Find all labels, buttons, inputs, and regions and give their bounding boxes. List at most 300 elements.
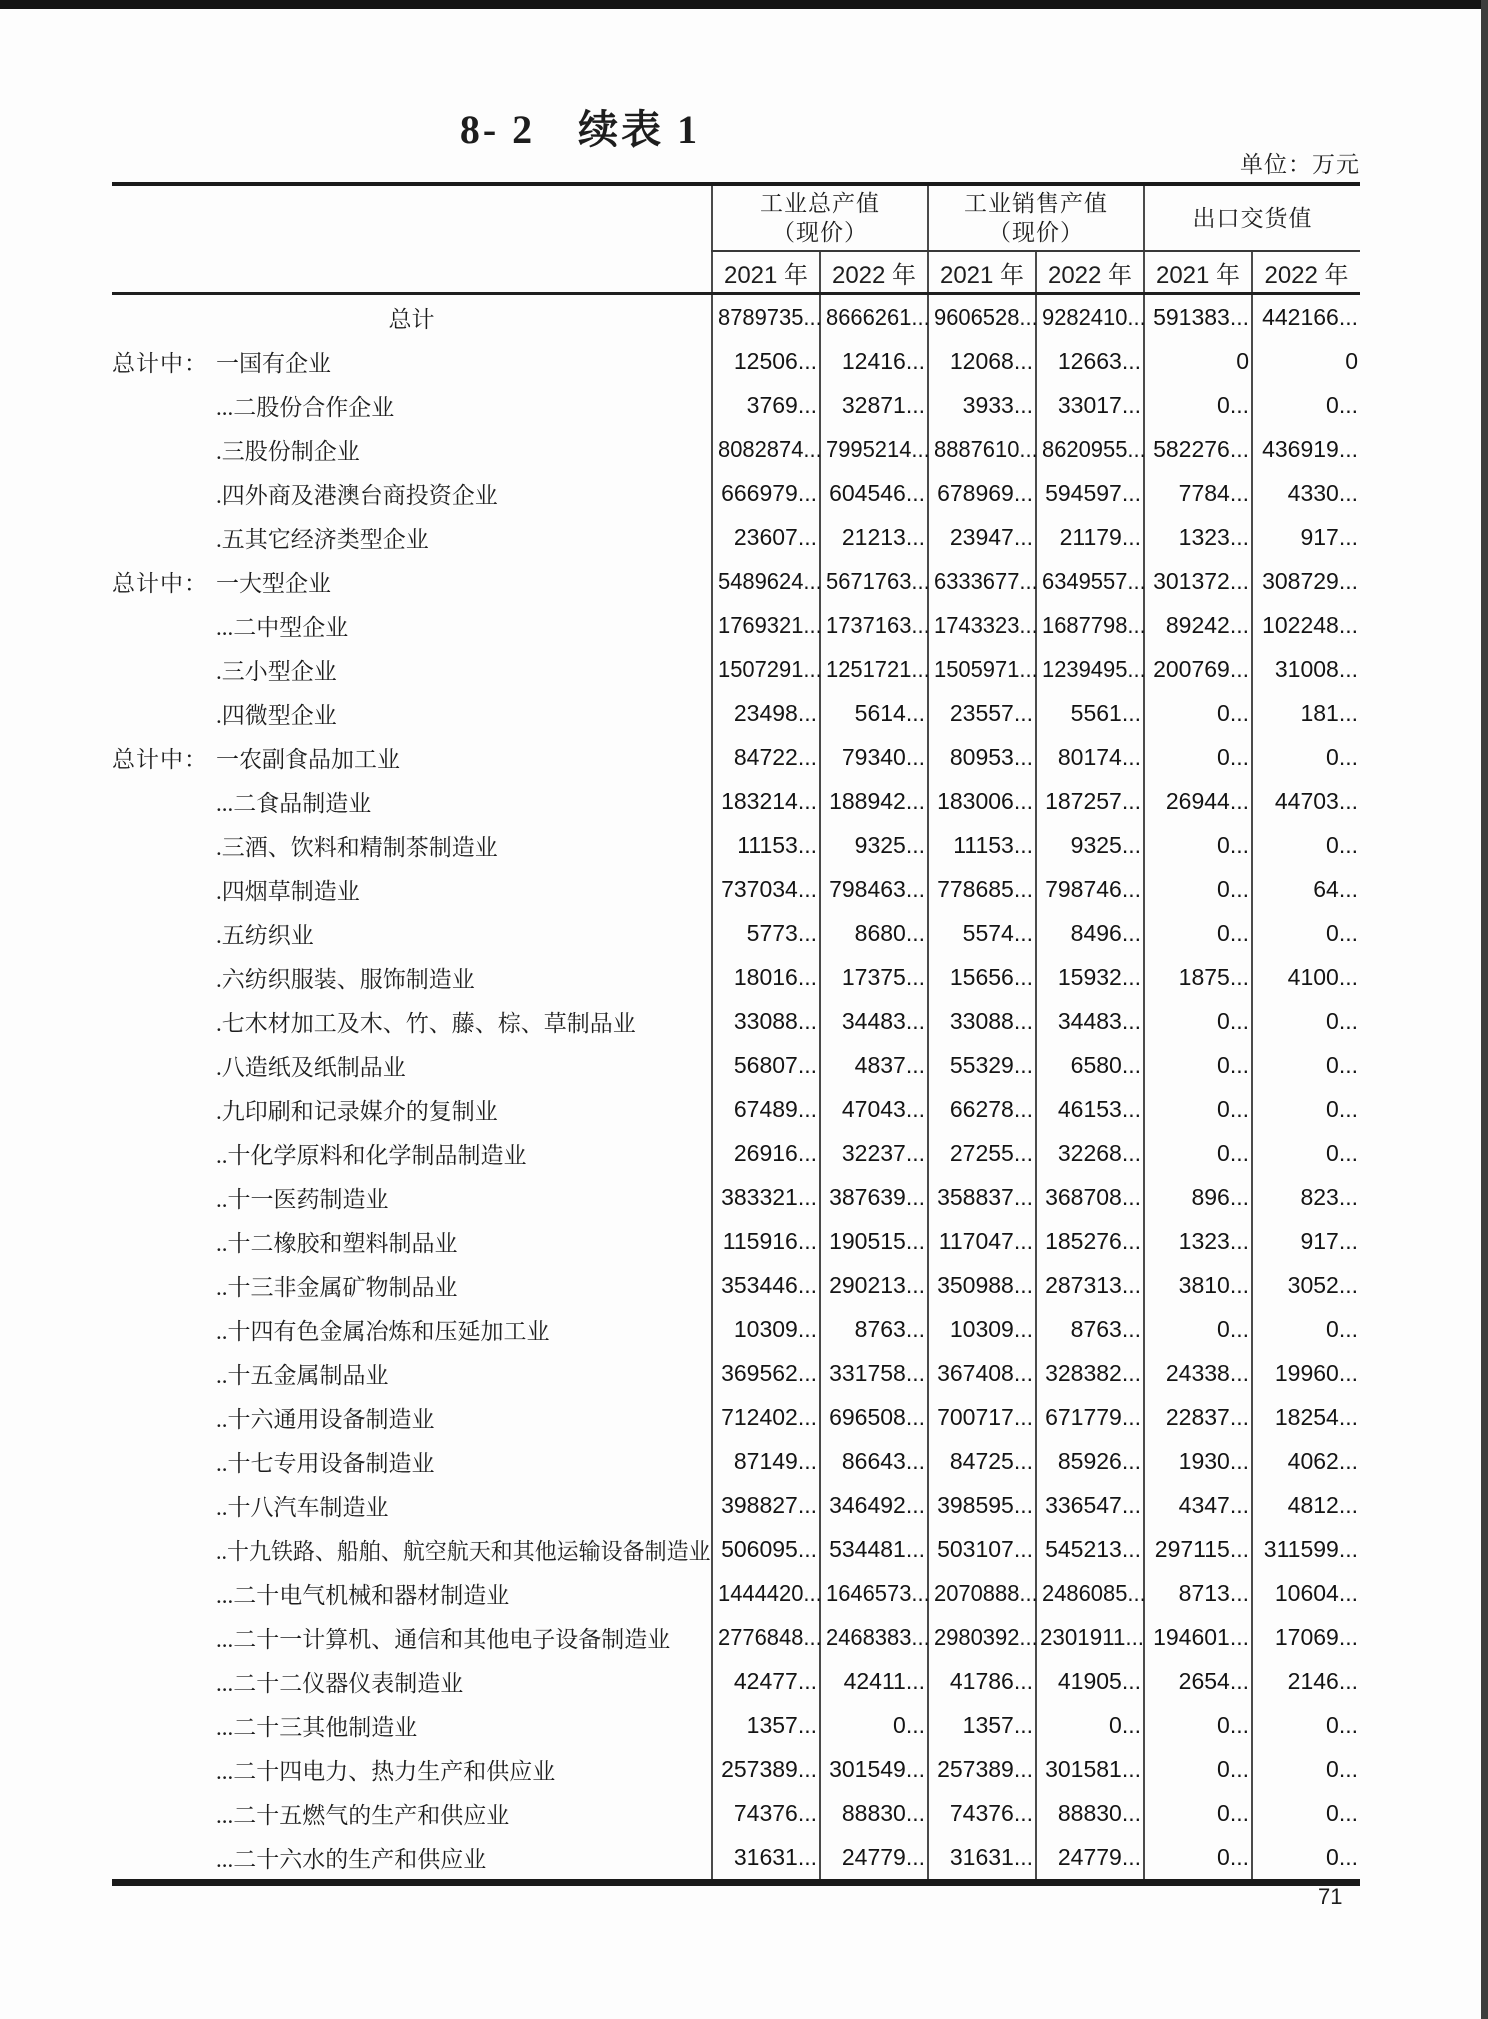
cell-value: 2486085... bbox=[1041, 1579, 1146, 1606]
cell-value: 15932... bbox=[1057, 963, 1141, 990]
cell-value: 1444420... bbox=[717, 1579, 822, 1606]
row-label-cell bbox=[112, 1395, 712, 1439]
row-label: ..十八汽车制造业 bbox=[216, 1494, 389, 1520]
cell-value: 5773... bbox=[746, 919, 817, 946]
value-cell bbox=[928, 691, 1036, 735]
cell-value: 8082874... bbox=[717, 435, 822, 462]
row-label-cell bbox=[112, 1659, 712, 1703]
cell-value: 21213... bbox=[841, 523, 925, 550]
value-cell bbox=[928, 427, 1036, 471]
value-cell bbox=[1036, 823, 1144, 867]
cell-value: 2301911... bbox=[1040, 1623, 1145, 1650]
value-cell bbox=[712, 1483, 820, 1527]
row-label: ...二中型企业 bbox=[216, 614, 349, 640]
cell-value: 353446... bbox=[721, 1271, 817, 1298]
value-cell bbox=[1144, 1087, 1252, 1131]
cell-value: 9606528... bbox=[933, 303, 1038, 330]
cell-value: 44703... bbox=[1274, 787, 1358, 814]
value-cell bbox=[820, 1615, 928, 1659]
cell-value: 0... bbox=[1326, 1051, 1358, 1078]
row-label-cell bbox=[112, 1747, 712, 1791]
value-cell bbox=[1036, 1747, 1144, 1791]
value-cell bbox=[928, 735, 1036, 779]
cell-value: 23557... bbox=[949, 699, 1033, 726]
value-cell bbox=[712, 911, 820, 955]
cell-value: 0... bbox=[1217, 1051, 1249, 1078]
value-cell bbox=[820, 1527, 928, 1571]
cell-value: 350988... bbox=[937, 1271, 1033, 1298]
table-row bbox=[112, 471, 1360, 515]
cell-value: 0... bbox=[1326, 743, 1358, 770]
value-cell bbox=[1252, 647, 1360, 691]
value-cell bbox=[1252, 339, 1360, 383]
cell-value: 301372... bbox=[1153, 567, 1249, 594]
table-row bbox=[112, 999, 1360, 1043]
table-row bbox=[112, 1131, 1360, 1175]
cell-value: 358837... bbox=[937, 1183, 1033, 1210]
group-label: 工业销售产值 bbox=[964, 191, 1108, 216]
value-cell bbox=[1144, 339, 1252, 383]
value-cell bbox=[820, 911, 928, 955]
value-cell bbox=[928, 867, 1036, 911]
value-cell bbox=[820, 999, 928, 1043]
value-cell bbox=[928, 339, 1036, 383]
cell-value: 8763... bbox=[854, 1315, 925, 1342]
cell-value: 367408... bbox=[937, 1359, 1033, 1386]
value-cell bbox=[712, 1175, 820, 1219]
value-cell bbox=[1144, 1439, 1252, 1483]
value-cell bbox=[1036, 999, 1144, 1043]
row-label-cell bbox=[112, 471, 712, 515]
value-cell bbox=[712, 955, 820, 999]
value-cell bbox=[1144, 867, 1252, 911]
cell-value: 23498... bbox=[733, 699, 817, 726]
table-row bbox=[112, 1703, 1360, 1747]
value-cell bbox=[1144, 1351, 1252, 1395]
value-cell bbox=[1144, 1395, 1252, 1439]
value-cell bbox=[1144, 647, 1252, 691]
value-cell bbox=[712, 1659, 820, 1703]
value-cell bbox=[928, 1835, 1036, 1883]
cell-value: 331758... bbox=[829, 1359, 925, 1386]
value-cell bbox=[1144, 1175, 1252, 1219]
value-cell bbox=[1036, 1351, 1144, 1395]
year-header: 2021 年 bbox=[928, 251, 1036, 294]
table-header bbox=[112, 184, 1360, 294]
cell-value: 64... bbox=[1313, 875, 1358, 902]
value-cell bbox=[1036, 1527, 1144, 1571]
table-row bbox=[112, 1263, 1360, 1307]
cell-value: 42477... bbox=[733, 1667, 817, 1694]
value-cell bbox=[1036, 559, 1144, 603]
value-cell bbox=[1252, 1219, 1360, 1263]
table-row bbox=[112, 1351, 1360, 1395]
value-cell bbox=[1252, 427, 1360, 471]
cell-value: 21179... bbox=[1059, 523, 1141, 550]
cell-value: 8789735... bbox=[717, 303, 822, 330]
value-cell bbox=[1036, 1087, 1144, 1131]
value-cell bbox=[712, 1307, 820, 1351]
row-label: .六纺织服装、服饰制造业 bbox=[216, 966, 475, 992]
row-label: 一大型企业 bbox=[216, 570, 331, 596]
cell-value: 8666261... bbox=[825, 303, 930, 330]
value-cell bbox=[928, 1659, 1036, 1703]
cell-value: 3052... bbox=[1287, 1271, 1358, 1298]
cell-value: 2468383... bbox=[825, 1623, 930, 1650]
cell-value: 0... bbox=[1217, 1315, 1249, 1342]
value-cell bbox=[1144, 427, 1252, 471]
cell-value: 194601... bbox=[1153, 1623, 1249, 1650]
value-cell bbox=[712, 1131, 820, 1175]
value-cell bbox=[1036, 1659, 1144, 1703]
cell-value: 0... bbox=[1326, 1139, 1358, 1166]
value-cell bbox=[1036, 647, 1144, 691]
value-cell bbox=[928, 1043, 1036, 1087]
cell-value: 257389... bbox=[721, 1755, 817, 1782]
value-cell bbox=[1252, 1571, 1360, 1615]
value-cell bbox=[1144, 1131, 1252, 1175]
value-cell bbox=[1036, 471, 1144, 515]
cell-value: 1737163... bbox=[825, 611, 930, 638]
value-cell bbox=[1036, 1571, 1144, 1615]
value-cell bbox=[928, 1219, 1036, 1263]
cell-value: 10309... bbox=[949, 1315, 1033, 1342]
value-cell bbox=[712, 647, 820, 691]
cell-value: 0... bbox=[1326, 1007, 1358, 1034]
cell-value: 22837... bbox=[1165, 1403, 1249, 1430]
value-cell bbox=[820, 823, 928, 867]
cell-value: 80953... bbox=[949, 743, 1033, 770]
cell-value: 34483... bbox=[1057, 1007, 1141, 1034]
cell-value: 503107... bbox=[937, 1535, 1033, 1562]
value-cell bbox=[928, 1395, 1036, 1439]
row-label: ...二十三其他制造业 bbox=[216, 1714, 418, 1740]
value-cell bbox=[1036, 1219, 1144, 1263]
value-cell bbox=[928, 911, 1036, 955]
value-cell bbox=[1036, 1263, 1144, 1307]
value-cell bbox=[1036, 1395, 1144, 1439]
cell-value: 823... bbox=[1300, 1183, 1358, 1210]
value-cell bbox=[712, 427, 820, 471]
cell-value: 700717... bbox=[937, 1403, 1033, 1430]
row-label-cell bbox=[112, 1043, 712, 1087]
row-label: ..十五金属制品业 bbox=[216, 1362, 389, 1388]
cell-value: 185276... bbox=[1045, 1227, 1141, 1254]
cell-value: 0... bbox=[1217, 699, 1249, 726]
cell-value: 671779... bbox=[1045, 1403, 1141, 1430]
cell-value: 2776848... bbox=[717, 1623, 822, 1650]
value-cell bbox=[1036, 1043, 1144, 1087]
cell-value: 15656... bbox=[949, 963, 1033, 990]
unit-label: 单位：万元 bbox=[1240, 152, 1360, 177]
table-row bbox=[112, 1175, 1360, 1219]
cell-value: 582276... bbox=[1153, 435, 1249, 462]
cell-value: 7995214... bbox=[825, 435, 930, 462]
cell-value: 398827... bbox=[721, 1491, 817, 1518]
cell-value: 12506... bbox=[733, 347, 817, 374]
value-cell bbox=[928, 1571, 1036, 1615]
value-cell bbox=[928, 779, 1036, 823]
value-cell bbox=[820, 1351, 928, 1395]
cell-value: 23607... bbox=[733, 523, 817, 550]
value-cell bbox=[1144, 911, 1252, 955]
value-cell bbox=[1252, 735, 1360, 779]
row-label-cell bbox=[112, 823, 712, 867]
cell-value: 0... bbox=[1326, 1711, 1358, 1738]
table-row bbox=[112, 955, 1360, 999]
cell-value: 5574... bbox=[962, 919, 1033, 946]
row-label: ..十二橡胶和塑料制品业 bbox=[216, 1230, 458, 1256]
value-cell bbox=[928, 1307, 1036, 1351]
row-label-cell bbox=[112, 1439, 712, 1483]
cell-value: 31008... bbox=[1274, 655, 1358, 682]
value-cell bbox=[712, 1791, 820, 1835]
row-label: .九印刷和记录媒介的复制业 bbox=[216, 1098, 498, 1124]
value-cell bbox=[1036, 1307, 1144, 1351]
cell-value: 0... bbox=[1326, 1095, 1358, 1122]
year-header: 2022 年 bbox=[820, 251, 928, 294]
value-cell bbox=[1144, 1835, 1252, 1883]
row-label-cell bbox=[112, 691, 712, 735]
cell-value: 712402... bbox=[721, 1403, 817, 1430]
cell-value: 1323... bbox=[1178, 1227, 1249, 1254]
cell-value: 442166... bbox=[1262, 303, 1358, 330]
stub-header-cell bbox=[112, 184, 712, 294]
row-label: ..十四有色金属冶炼和压延加工业 bbox=[216, 1318, 550, 1344]
cell-value: 2654... bbox=[1178, 1667, 1249, 1694]
cell-value: 181... bbox=[1300, 699, 1358, 726]
value-cell bbox=[1252, 779, 1360, 823]
cell-value: 12416... bbox=[841, 347, 925, 374]
row-label: ...二十四电力、热力生产和供应业 bbox=[216, 1758, 556, 1784]
row-prefix: 总计中： bbox=[112, 570, 208, 596]
cell-value: 26944... bbox=[1165, 787, 1249, 814]
cell-value: 188942... bbox=[829, 787, 925, 814]
value-cell bbox=[928, 999, 1036, 1043]
value-cell bbox=[1252, 515, 1360, 559]
value-cell bbox=[712, 1219, 820, 1263]
cell-value: 27255... bbox=[949, 1139, 1033, 1166]
cell-value: 0... bbox=[1217, 1095, 1249, 1122]
value-cell bbox=[1144, 691, 1252, 735]
value-cell bbox=[928, 1131, 1036, 1175]
value-cell bbox=[1144, 1747, 1252, 1791]
cell-value: 383321... bbox=[721, 1183, 817, 1210]
cell-value: 0... bbox=[1326, 919, 1358, 946]
value-cell bbox=[820, 603, 928, 647]
value-cell bbox=[820, 867, 928, 911]
value-cell bbox=[712, 339, 820, 383]
row-label: .四微型企业 bbox=[216, 702, 337, 728]
value-cell bbox=[928, 471, 1036, 515]
row-label: .八造纸及纸制品业 bbox=[216, 1054, 406, 1080]
value-cell bbox=[1144, 294, 1252, 340]
table-row bbox=[112, 1219, 1360, 1263]
cell-value: 8713... bbox=[1178, 1579, 1249, 1606]
row-label-cell bbox=[112, 1571, 712, 1615]
cell-value: 1743323... bbox=[933, 611, 1038, 638]
value-cell bbox=[928, 647, 1036, 691]
value-cell bbox=[1144, 471, 1252, 515]
cell-value: 84725... bbox=[949, 1447, 1033, 1474]
cell-value: 33017... bbox=[1057, 391, 1141, 418]
table-row bbox=[112, 559, 1360, 603]
cell-value: 5614... bbox=[854, 699, 925, 726]
cell-value: 87149... bbox=[733, 1447, 817, 1474]
cell-value: 79340... bbox=[841, 743, 925, 770]
cell-value: 31631... bbox=[949, 1843, 1033, 1870]
cell-value: 32237... bbox=[841, 1139, 925, 1166]
cell-value: 4100... bbox=[1287, 963, 1358, 990]
cell-value: 17069... bbox=[1274, 1623, 1358, 1650]
value-cell bbox=[1036, 1439, 1144, 1483]
cell-value: 46153... bbox=[1057, 1095, 1141, 1122]
cell-value: 0... bbox=[1217, 875, 1249, 902]
value-cell bbox=[820, 1263, 928, 1307]
cell-value: 4062... bbox=[1287, 1447, 1358, 1474]
row-label: ...二十五燃气的生产和供应业 bbox=[216, 1802, 510, 1828]
value-cell bbox=[820, 427, 928, 471]
value-cell bbox=[928, 294, 1036, 340]
cell-value: 436919... bbox=[1262, 435, 1358, 462]
row-label: ..十九铁路、船舶、航空航天和其他运输设备制造业 bbox=[216, 1538, 711, 1564]
value-cell bbox=[1036, 1791, 1144, 1835]
cell-value: 0... bbox=[1217, 391, 1249, 418]
table-row bbox=[112, 1087, 1360, 1131]
table-row bbox=[112, 427, 1360, 471]
value-cell bbox=[712, 735, 820, 779]
value-cell bbox=[1252, 1835, 1360, 1883]
cell-value: 368708... bbox=[1045, 1183, 1141, 1210]
cell-value: 0... bbox=[1217, 743, 1249, 770]
value-cell bbox=[820, 471, 928, 515]
value-cell bbox=[820, 1791, 928, 1835]
value-cell bbox=[928, 1263, 1036, 1307]
row-label: .五纺织业 bbox=[216, 922, 314, 948]
cell-value: 678969... bbox=[937, 479, 1033, 506]
value-cell bbox=[928, 1439, 1036, 1483]
cell-value: 18254... bbox=[1274, 1403, 1358, 1430]
value-cell bbox=[1144, 383, 1252, 427]
table-row bbox=[112, 1835, 1360, 1883]
value-cell bbox=[712, 1395, 820, 1439]
cell-value: 1505971... bbox=[933, 655, 1038, 682]
group-header-row bbox=[112, 184, 1360, 251]
value-cell bbox=[1036, 1703, 1144, 1747]
value-cell bbox=[1252, 1483, 1360, 1527]
value-cell bbox=[1252, 1615, 1360, 1659]
row-label-cell bbox=[112, 1219, 712, 1263]
table-row bbox=[112, 823, 1360, 867]
value-cell bbox=[712, 471, 820, 515]
value-cell bbox=[1144, 1307, 1252, 1351]
row-label: .五其它经济类型企业 bbox=[216, 526, 429, 552]
row-label-cell bbox=[112, 1175, 712, 1219]
group-label-sub: （现价） bbox=[988, 220, 1084, 245]
cell-value: 1239495... bbox=[1041, 655, 1146, 682]
value-cell bbox=[712, 1439, 820, 1483]
value-cell bbox=[712, 779, 820, 823]
row-label: ...二十六水的生产和供应业 bbox=[216, 1846, 487, 1872]
cell-value: 8887610... bbox=[933, 435, 1038, 462]
cell-value: 308729... bbox=[1262, 567, 1358, 594]
value-cell bbox=[712, 1747, 820, 1791]
cell-value: 1875... bbox=[1178, 963, 1249, 990]
value-cell bbox=[1252, 294, 1360, 340]
value-cell bbox=[1144, 1483, 1252, 1527]
value-cell bbox=[928, 603, 1036, 647]
row-label: .三股份制企业 bbox=[216, 438, 360, 464]
cell-value: 2980392... bbox=[933, 1623, 1038, 1650]
value-cell bbox=[1252, 1439, 1360, 1483]
cell-value: 9325... bbox=[1070, 831, 1141, 858]
value-cell bbox=[1144, 823, 1252, 867]
value-cell bbox=[1252, 1747, 1360, 1791]
row-label: 一国有企业 bbox=[216, 350, 331, 376]
row-label-cell bbox=[112, 383, 712, 427]
cell-value: 6580... bbox=[1070, 1051, 1141, 1078]
row-label-cell bbox=[112, 294, 712, 340]
cell-value: 8496... bbox=[1070, 919, 1141, 946]
cell-value: 4347... bbox=[1178, 1491, 1249, 1518]
table-row bbox=[112, 1395, 1360, 1439]
table-row bbox=[112, 1043, 1360, 1087]
cell-value: 666979... bbox=[721, 479, 817, 506]
value-cell bbox=[712, 1263, 820, 1307]
cell-value: 66278... bbox=[949, 1095, 1033, 1122]
value-cell bbox=[1036, 339, 1144, 383]
value-cell bbox=[1252, 1263, 1360, 1307]
cell-value: 1687798... bbox=[1041, 611, 1146, 638]
page-top-edge bbox=[0, 0, 1488, 9]
cell-value: 42411... bbox=[843, 1667, 925, 1694]
value-cell bbox=[1144, 1527, 1252, 1571]
row-label: ...二十一计算机、通信和其他电子设备制造业 bbox=[216, 1626, 671, 1652]
cell-value: 33088... bbox=[949, 1007, 1033, 1034]
value-cell bbox=[1036, 911, 1144, 955]
cell-value: 0... bbox=[1217, 919, 1249, 946]
row-label: ...二十电气机械和器材制造业 bbox=[216, 1582, 510, 1608]
value-cell bbox=[820, 735, 928, 779]
table-row bbox=[112, 603, 1360, 647]
value-cell bbox=[1036, 867, 1144, 911]
row-label: ...二十二仪器仪表制造业 bbox=[216, 1670, 464, 1696]
value-cell bbox=[1252, 1087, 1360, 1131]
value-cell bbox=[712, 1835, 820, 1883]
group-label: 出口交货值 bbox=[1192, 205, 1313, 231]
cell-value: 3933... bbox=[962, 391, 1033, 418]
cell-value: 0... bbox=[1217, 1711, 1249, 1738]
cell-value: 12663... bbox=[1057, 347, 1141, 374]
cell-value: 24338... bbox=[1165, 1359, 1249, 1386]
row-label: ...二食品制造业 bbox=[216, 790, 372, 816]
row-label-cell bbox=[112, 515, 712, 559]
cell-value: 604546... bbox=[829, 479, 925, 506]
cell-value: 88830... bbox=[1057, 1799, 1141, 1826]
cell-value: 32268... bbox=[1057, 1139, 1141, 1166]
row-label: ..十六通用设备制造业 bbox=[216, 1406, 435, 1432]
row-label-cell bbox=[112, 1791, 712, 1835]
value-cell bbox=[712, 1043, 820, 1087]
table-row bbox=[112, 515, 1360, 559]
cell-value: 1769321... bbox=[717, 611, 822, 638]
value-cell bbox=[820, 1483, 928, 1527]
cell-value: 33088... bbox=[733, 1007, 817, 1034]
cell-value: 3810... bbox=[1178, 1271, 1249, 1298]
cell-value: 0... bbox=[1326, 1843, 1358, 1870]
value-cell bbox=[1252, 1307, 1360, 1351]
value-cell bbox=[928, 1791, 1036, 1835]
